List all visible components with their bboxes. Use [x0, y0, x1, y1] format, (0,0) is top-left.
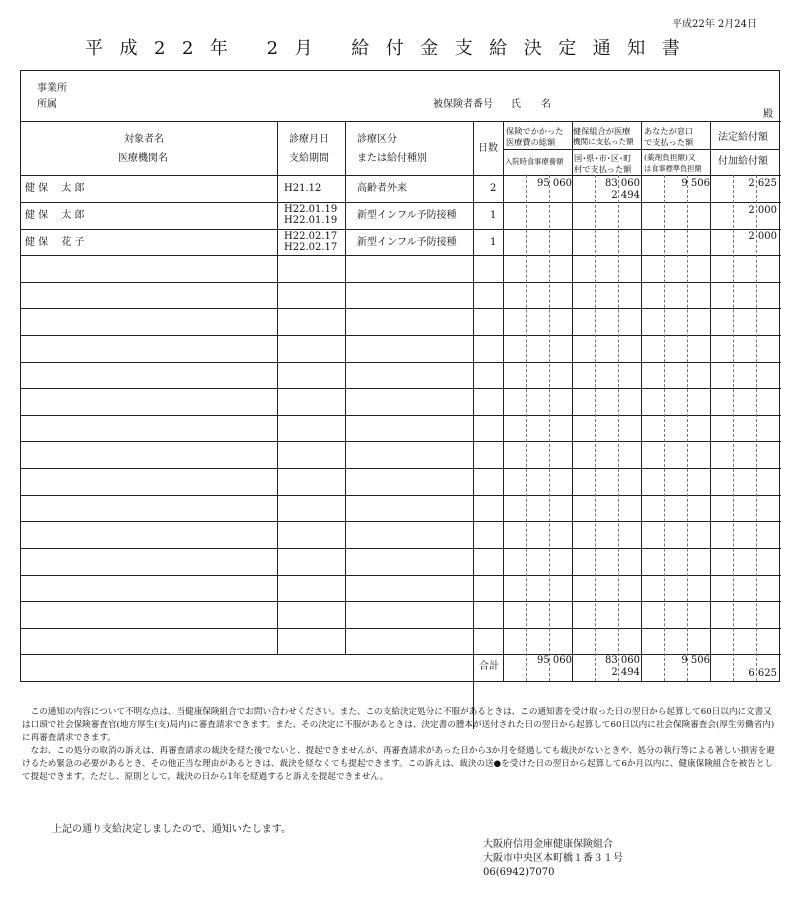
- col-drug-2: は食事標準負担額: [644, 164, 702, 173]
- grid-line: [526, 175, 527, 681]
- document-title: 平成22年 2月 給付金支給決定通知書: [85, 38, 697, 59]
- row1-public-paid: 2 494: [611, 190, 640, 201]
- col-statutory-benefit: 法定給付額: [718, 132, 768, 143]
- col-additional-benefit: 付加給付額: [718, 156, 768, 167]
- total-label: 合計: [479, 661, 499, 672]
- closing-statement: 上記の通り支給決定しましたので、通知いたします。: [52, 824, 291, 835]
- office-label: 事業所: [37, 83, 67, 94]
- row1-statutory: 2 625: [748, 178, 777, 189]
- grid-line: [664, 175, 665, 681]
- grid-line: [549, 175, 550, 681]
- note-paragraph-1: この通知の内容について不明な点は、当健康保険組合でお問い合わせください。また、この支給決定処分に不服があるときは、この通知書を受け取った日の翌日から起算して60日以内に文書又は口頭で社会保険審査官(地方厚生(支)局内)に審査請求できます。また、その決定に不服があるときは、決定書の謄本が送付された日の翌日から起算して60日以内に社会保険審査会(厚生労働省内)に再審査請求できます。: [22, 707, 775, 743]
- col-paid-to-inst-2: 機関に支払った額: [573, 137, 634, 146]
- grid-line: [21, 335, 781, 336]
- row2-days: 1: [490, 210, 497, 221]
- grid-line: [21, 202, 781, 203]
- total-public-paid: 2 494: [611, 667, 640, 678]
- row2-date-1: H22.01.19: [284, 204, 338, 215]
- row2-name: 健 保 太 郎: [25, 210, 85, 221]
- row1-you-paid: 9 506: [681, 178, 710, 189]
- grid-line: [21, 415, 781, 416]
- row3-date-1: H22.02.17: [284, 231, 338, 242]
- row2-date-2: H22.01.19: [284, 215, 338, 226]
- grid-line: [21, 441, 781, 442]
- row2-category: 新型インフル予防接種: [357, 210, 457, 221]
- issuer-block: [483, 838, 623, 880]
- grid-line: [756, 175, 757, 681]
- notes: [22, 706, 780, 784]
- grid-line: [572, 121, 573, 681]
- row2-statutory: 2 000: [748, 205, 777, 216]
- col-treatment-month: 診療月日: [289, 134, 329, 145]
- grid-line: [277, 121, 278, 654]
- row1-category: 高齢者外来: [357, 183, 407, 194]
- issuer-phone: 06(6942)7070: [483, 867, 555, 878]
- grid-line: [595, 175, 596, 681]
- grid-line: [21, 282, 781, 283]
- row1-paid-by-union: 83 060: [605, 178, 640, 189]
- col-subject-name: 対象者名: [124, 134, 164, 145]
- grid-line: [503, 121, 504, 681]
- grid-line: [21, 308, 781, 309]
- grid-line: [21, 495, 781, 496]
- col-payment-period: 支給期間: [289, 153, 329, 164]
- col-meal-cost: 入院時食事療養額: [505, 157, 564, 166]
- col-benefit-type: または給付種別: [357, 153, 427, 164]
- col-paid-to-inst-1: 健保組合が医療: [573, 126, 631, 136]
- grid-line: [21, 255, 781, 256]
- grid-line: [21, 468, 781, 469]
- grid-line: [733, 175, 734, 681]
- col-you-paid-2: で支払った額: [644, 137, 694, 147]
- col-drug-1: (薬剤負担額)又: [644, 153, 696, 162]
- col-days: 日数: [478, 143, 498, 154]
- col-institution: 医療機関名: [118, 153, 168, 164]
- grid-line: [473, 121, 474, 729]
- row1-name: 健 保 太 郎: [25, 183, 85, 194]
- total-paid-by-union: 83 060: [605, 655, 640, 666]
- row3-statutory: 2 000: [748, 231, 777, 242]
- honorific: 殿: [763, 109, 773, 120]
- note-paragraph-2: なお、この処分の取消の訴えは、再審査請求の裁決を経た後でないと、提起できませんが、再審査請求があった日から3か月を経過しても裁決がないときや、処分の執行等による著しい損害を避けるため緊急の必要があるとき、その他正当な理由があるときは、裁決を経なくても提起できます。この訴えは、裁決の送●を受けた日の翌日から起算して6か月以内に、健康保険組合を被告として提起できます。ただし、原則として、裁決の日から1年を経過すると訴えを提起できません。: [22, 746, 775, 782]
- row3-days: 1: [490, 237, 497, 248]
- row3-category: 新型インフル予防接種: [357, 237, 457, 248]
- col-public-2: 村で支払った額: [574, 164, 632, 174]
- col-you-paid-1: あなたが窓口: [644, 126, 694, 136]
- benefit-table: [20, 70, 780, 682]
- total-benefit: 6 625: [748, 668, 777, 679]
- name-label: 氏 名: [511, 99, 551, 110]
- affiliation-label: 所属: [37, 99, 57, 110]
- grid-line: [687, 175, 688, 681]
- row1-date: H21.12: [284, 183, 322, 194]
- col-total-cost-2: 医療費の総額: [506, 137, 556, 147]
- grid-line: [21, 229, 781, 230]
- insured-number-label: 被保険者番号: [433, 99, 493, 110]
- col-category: 診療区分: [357, 134, 397, 145]
- total-you-paid: 9 506: [681, 655, 710, 666]
- issuer-name: 大阪府信用金庫健康保険組合: [483, 839, 613, 850]
- grid-line: [21, 521, 781, 522]
- grid-line: [21, 121, 781, 122]
- row1-days: 2: [490, 183, 497, 194]
- grid-line: [618, 175, 619, 681]
- grid-line: [21, 601, 781, 602]
- total-total-cost: 95 060: [537, 655, 572, 666]
- grid-line: [21, 548, 781, 549]
- grid-line: [21, 175, 781, 176]
- grid-line: [21, 628, 781, 629]
- row1-total-cost: 95 060: [537, 178, 572, 189]
- col-public-1: 国･県･市･区･町: [574, 153, 632, 163]
- issue-date: 平成22年 2月24日: [672, 19, 757, 30]
- grid-line: [21, 388, 781, 389]
- grid-line: [345, 121, 346, 654]
- grid-line: [21, 362, 781, 363]
- issuer-address: 大阪市中央区本町橋１番３１号: [483, 853, 623, 864]
- row3-name: 健 保 花 子: [25, 237, 85, 248]
- row3-date-2: H22.02.17: [284, 242, 338, 253]
- col-total-cost-1: 保険でかかった: [506, 126, 564, 136]
- grid-line: [21, 575, 781, 576]
- grid-line: [641, 121, 642, 681]
